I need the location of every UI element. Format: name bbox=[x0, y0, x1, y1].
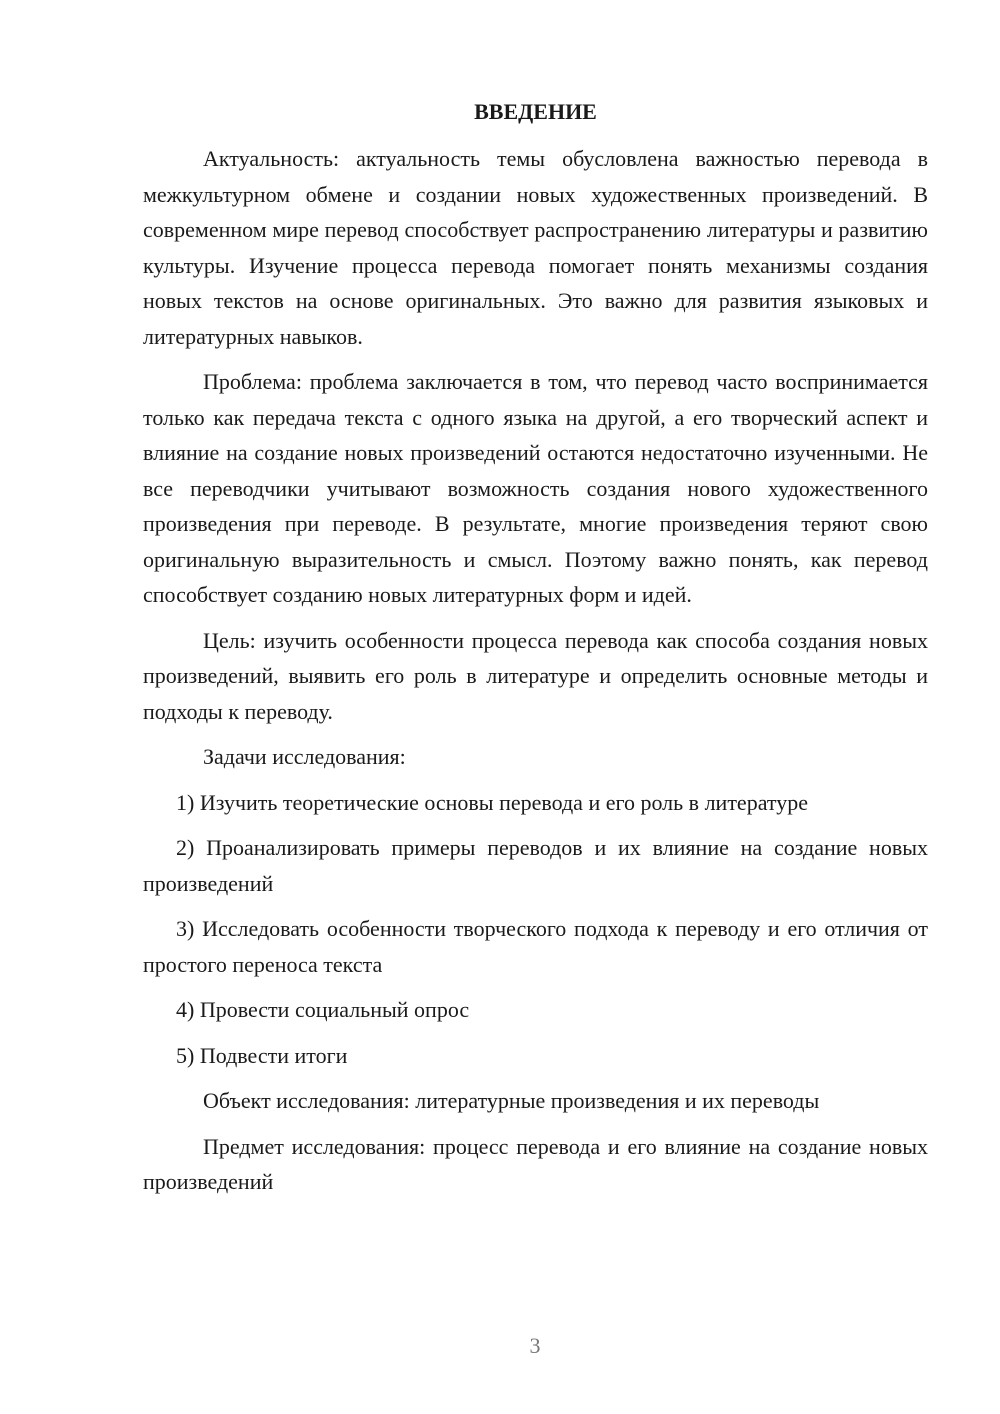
list-item: 4) Провести социальный опрос bbox=[176, 997, 470, 1022]
tasks-list bbox=[143, 785, 928, 1074]
list-item: 5) Подвести итоги bbox=[176, 1042, 348, 1068]
goal-paragraph: Цель: изучить особенности процесса перевода как способа создания новых произведений, выявить его роль в литературе и определить основные методы и подходы к переводу. bbox=[143, 627, 928, 724]
relevance-paragraph: Актуальность: актуальность темы обусловлена важностью перевода в межкультурном обмене и создании новых художественных произведений. В современном мире перевод способствует распространению литературы и развитию культуры. Изучение процесса перевода помогает понять механизмы создания новых текстов на основе оригинальных. Это важно для развития языковых и литературных навыков. bbox=[143, 146, 928, 349]
list-item: 1) Изучить теоретические основы перевода и его роль в литературе bbox=[176, 789, 808, 815]
document-page bbox=[143, 94, 928, 1210]
list-item: 3) Исследовать особенности творческого подхода к переводу и его отличия от простого переноса текста bbox=[143, 916, 928, 977]
page-title: ВВЕДЕНИЕ bbox=[474, 99, 597, 124]
list-item: 2) Проанализировать примеры переводов и их влияние на создание новых произведений bbox=[143, 835, 928, 896]
subject-paragraph: Предмет исследования: процесс перевода и его влияние на создание новых произведений bbox=[143, 1133, 928, 1194]
page-number: 3 bbox=[529, 1333, 541, 1358]
object-paragraph: Объект исследования: литературные произведения и их переводы bbox=[203, 1088, 820, 1113]
problem-paragraph: Проблема: проблема заключается в том, что перевод часто воспринимается только как передача текста с одного языка на другой, а его творческий аспект и влияние на создание новых произведений остаются недостаточно изученными. Не все переводчики учитывают возможность создания нового художественного произведения при переводе. В результате, многие произведения теряют свою оригинальную выразительность и смысл. Поэтому важно понять, как перевод способствует созданию новых литературных форм и идей. bbox=[143, 369, 928, 607]
tasks-heading: Задачи исследования: bbox=[203, 744, 406, 769]
